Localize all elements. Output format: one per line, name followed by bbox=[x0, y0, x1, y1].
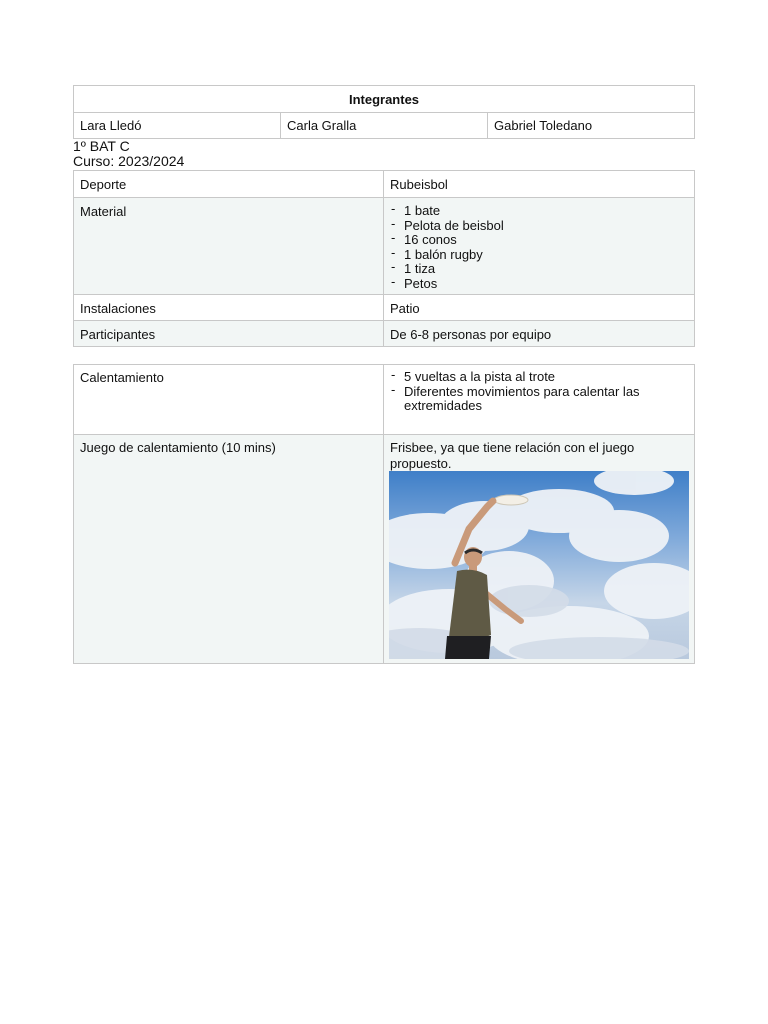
warmup-label: Juego de calentamiento (10 mins) bbox=[74, 435, 384, 664]
details-value: Rubeisbol bbox=[384, 171, 695, 198]
list-item: - 5 vueltas a la pista al trote bbox=[390, 370, 688, 385]
warmup-game-text: Frisbee, ya que tiene relación con el juego propuesto. bbox=[390, 440, 635, 471]
details-table bbox=[73, 170, 695, 347]
frisbee-photo-svg bbox=[389, 471, 689, 659]
members-header: Integrantes bbox=[74, 86, 695, 113]
list-item: - 1 tiza bbox=[390, 262, 688, 277]
details-value: De 6-8 personas por equipo bbox=[384, 321, 695, 347]
members-table bbox=[73, 85, 695, 139]
course-line: Curso: 2023/2024 bbox=[73, 153, 185, 169]
warmup-cell bbox=[384, 365, 695, 435]
details-value: Patio bbox=[384, 295, 695, 321]
list-item: - Diferentes movimientos para calentar las extremidades bbox=[390, 385, 688, 414]
member-name: Gabriel Toledano bbox=[488, 113, 695, 139]
list-item: - Pelota de beisbol bbox=[390, 219, 688, 234]
warmup-label: Calentamiento bbox=[74, 365, 384, 435]
warmup-table bbox=[73, 364, 695, 664]
list-item: - Petos bbox=[390, 277, 688, 292]
material-cell bbox=[384, 198, 695, 295]
member-name: Carla Gralla bbox=[281, 113, 488, 139]
list-item: - 1 balón rugby bbox=[390, 248, 688, 263]
material-list bbox=[390, 204, 688, 292]
details-label: Deporte bbox=[74, 171, 384, 198]
warmup-list bbox=[390, 370, 688, 414]
details-label: Instalaciones bbox=[74, 295, 384, 321]
frisbee-player-photo bbox=[389, 471, 689, 659]
list-item: - 1 bate bbox=[390, 204, 688, 219]
details-label: Participantes bbox=[74, 321, 384, 347]
warmup-game-cell bbox=[384, 435, 695, 664]
member-name: Lara Lledó bbox=[74, 113, 281, 139]
list-item: - 16 conos bbox=[390, 233, 688, 248]
course-info bbox=[73, 139, 184, 169]
details-label: Material bbox=[74, 198, 384, 295]
class-line: 1º BAT C bbox=[73, 138, 130, 154]
